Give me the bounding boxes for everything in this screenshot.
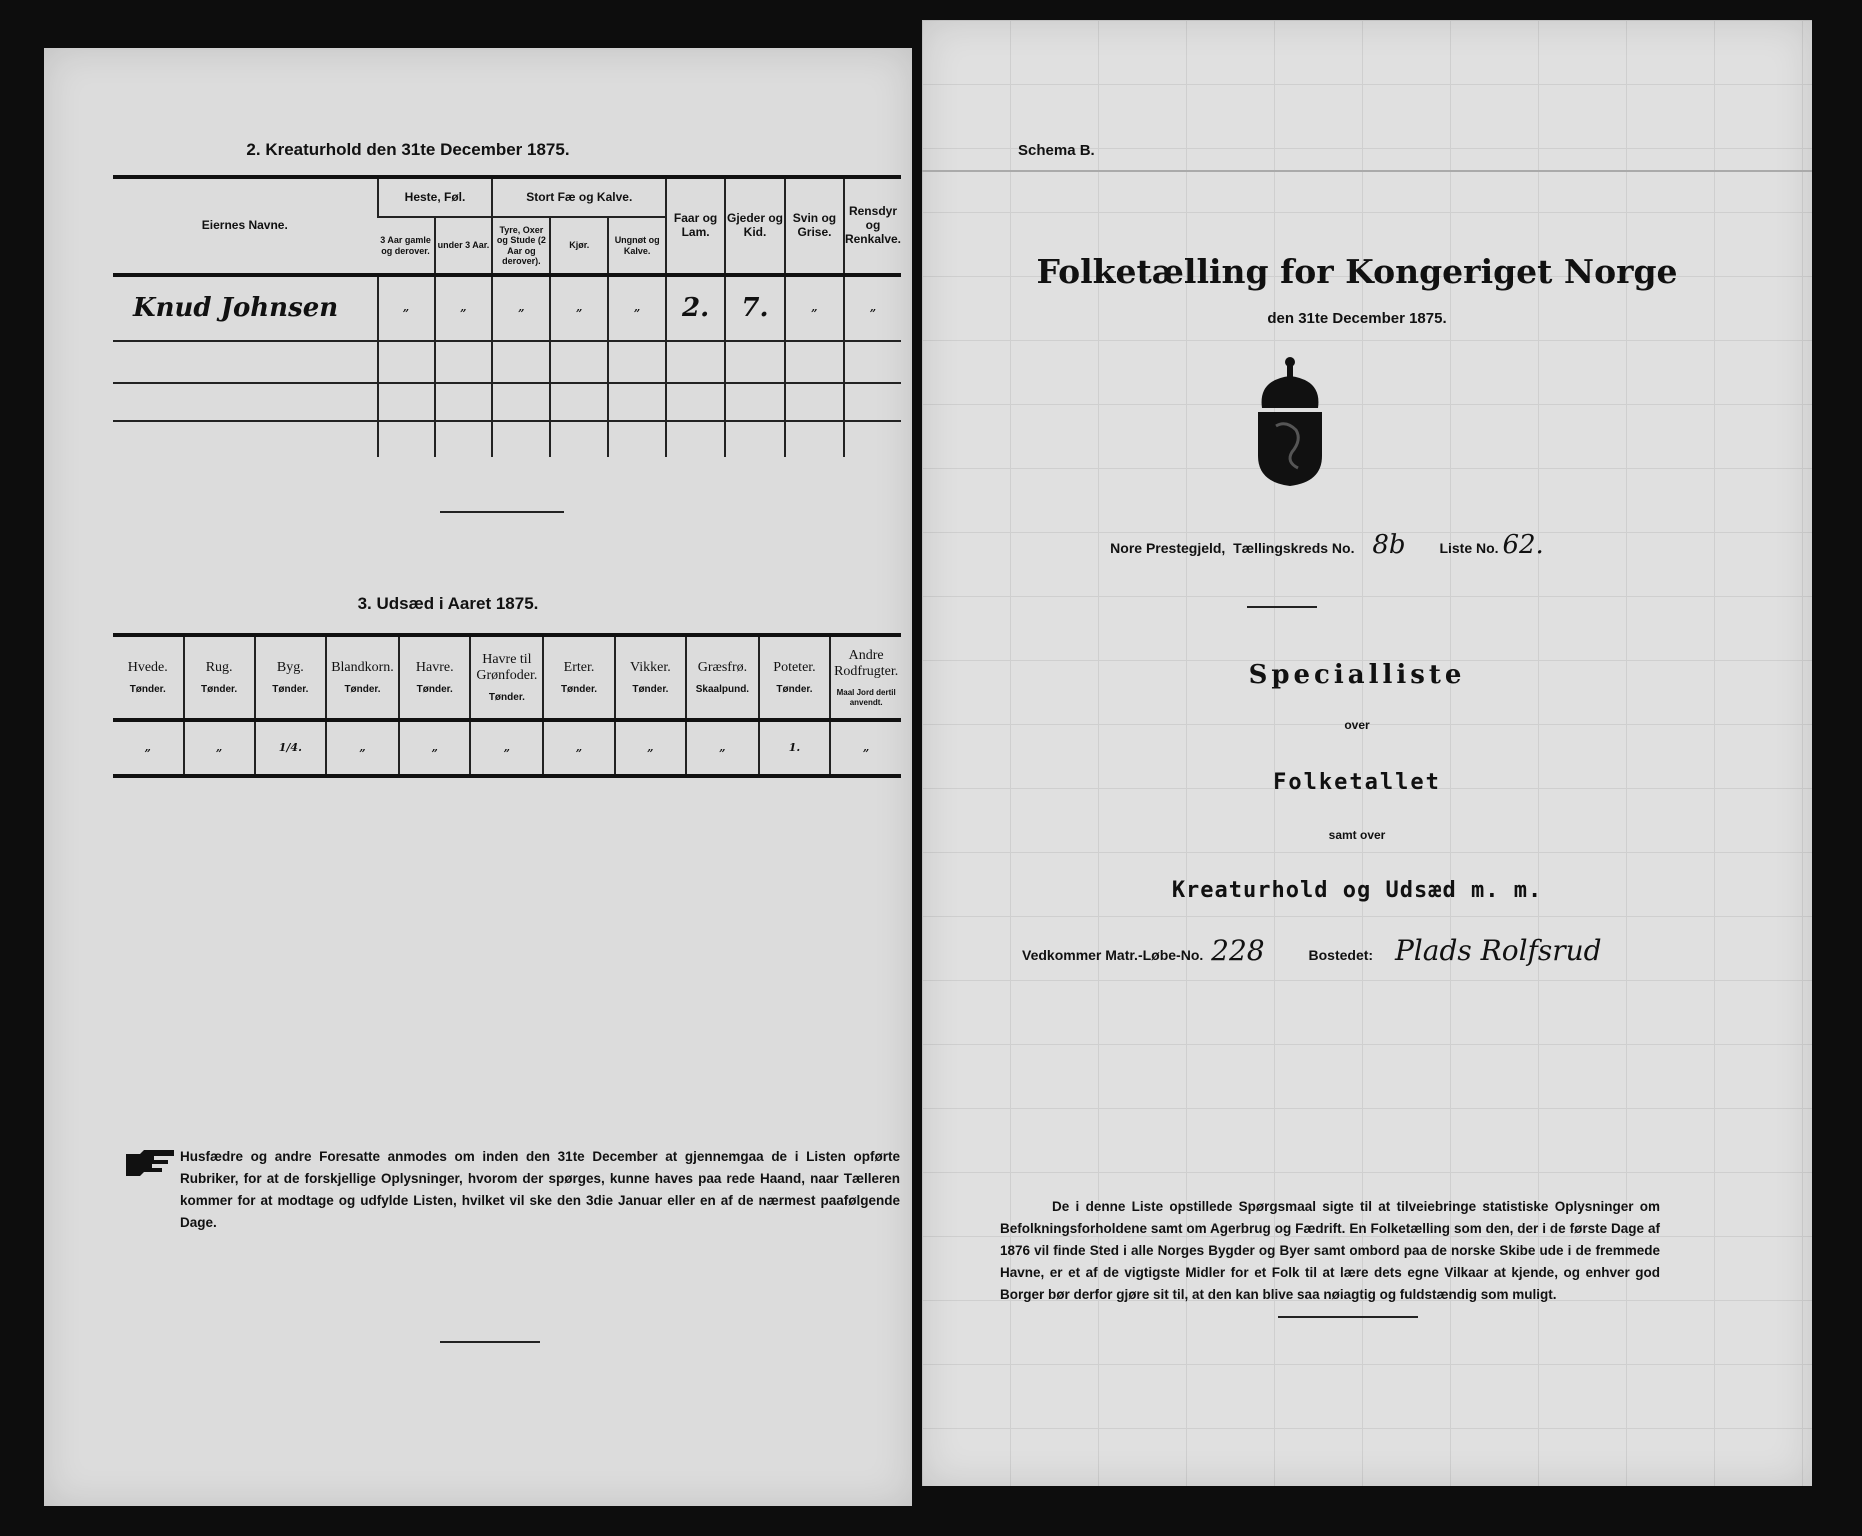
cell: „ [326, 720, 399, 776]
specialliste-heading: Specialliste [1248, 660, 1466, 690]
right-page [922, 20, 1812, 1486]
samt-over-text: samt over [1328, 828, 1386, 842]
divider [1278, 1316, 1418, 1318]
pointing-hand-icon [124, 1148, 178, 1178]
cell: 1/4. [255, 720, 326, 776]
bostedet-label: Bostedet: [1308, 947, 1374, 963]
cell: „ [543, 720, 614, 776]
folketallet-heading: Folketallet [1273, 770, 1441, 795]
owner-name: Knud Johnsen [133, 292, 339, 323]
coat-of-arms-icon [1254, 356, 1326, 488]
column-unit: Tønder. [416, 683, 453, 695]
column-name: Rug. [205, 659, 233, 675]
column-name: Havre til Grønfoder. [476, 651, 538, 683]
divider [1247, 606, 1317, 608]
header-heste-young: under 3 Aar. [435, 217, 493, 275]
tallingskreds-value: 8b [1372, 530, 1406, 560]
district-line [882, 530, 1772, 560]
empty-row [113, 341, 901, 383]
table-row [113, 275, 901, 341]
column-name: Hvede. [127, 659, 168, 675]
column-name: Andre Rodfrugter. [834, 648, 899, 680]
header-faar: Faar og Lam. [666, 177, 725, 275]
column-unit: Tønder. [560, 683, 598, 695]
matr-label: Vedkommer Matr.-Løbe-No. [1022, 947, 1204, 963]
column-name: Blandkorn. [331, 659, 394, 675]
cell: „ [435, 275, 493, 341]
header-sowing-col [326, 635, 399, 720]
column-name: Havre. [415, 659, 454, 675]
sowing-table [113, 633, 901, 778]
column-unit: Tønder. [201, 683, 238, 695]
header-heste-old: 3 Aar gamle og derover. [378, 217, 435, 275]
section3-title: 3. Udsæd i Aaret 1875. [357, 594, 539, 613]
prestegjeld-label: Nore Prestegjeld, [1110, 540, 1226, 556]
cell: „ [830, 720, 901, 776]
header-kjor: Kjør. [550, 217, 608, 275]
column-unit: Tønder. [776, 683, 813, 695]
header-tyre: Tyre, Oxer og Stude (2 Aar og derover). [492, 217, 550, 275]
header-sowing-col [184, 635, 255, 720]
main-title: Folketælling for Kongeriget Norge [1036, 252, 1678, 291]
table-row [113, 720, 901, 776]
over-text: over [1344, 718, 1370, 732]
header-sowing-col [399, 635, 470, 720]
empty-row [113, 421, 901, 457]
kreaturhold-heading: Kreaturhold og Udsæd m. m. [1171, 878, 1543, 903]
column-unit: Tønder. [344, 683, 381, 695]
matr-line [1022, 934, 1602, 967]
header-sowing-col [759, 635, 831, 720]
column-name: Græsfrø. [697, 659, 748, 675]
header-sowing-col [543, 635, 614, 720]
header-stort: Stort Fæ og Kalve. [492, 177, 666, 217]
liste-label: Liste No. [1439, 540, 1499, 556]
cell: „ [470, 720, 543, 776]
matr-value: 228 [1211, 934, 1265, 967]
bostedet-value: Plads Rolfsrud [1394, 934, 1602, 967]
header-sowing-col [615, 635, 687, 720]
cell-gjeder: 7. [725, 275, 785, 341]
column-name: Vikker. [630, 659, 671, 675]
livestock-table [113, 175, 901, 457]
column-unit: Tønder. [488, 691, 525, 703]
cell: „ [615, 720, 687, 776]
header-svin: Svin og Grise. [785, 177, 844, 275]
header-sowing-col [470, 635, 543, 720]
liste-value: 62. [1502, 530, 1544, 560]
cell: „ [184, 720, 255, 776]
header-sowing-col [113, 635, 184, 720]
header-sowing-col [686, 635, 758, 720]
cell: „ [492, 275, 550, 341]
empty-row [113, 383, 901, 421]
column-unit: Skaalpund. [695, 683, 750, 695]
header-sowing-col [830, 635, 901, 720]
section2-title: 2. Kreaturhold den 31te December 1875. [246, 140, 570, 159]
divider [922, 170, 1812, 172]
info-paragraph: De i denne Liste opstillede Spørgsmaal sigte til at tilveiebringe statistiske Oplysninger om Befolkningsforholdene samt om Agerbrug og Fædrift. En Folketælling som den, der i de første Dage af 1876 vil finde Sted i alle Norges Bygder og Byer samt ombord paa de norske Skibe ude i de fremmede Havne, er et af de vigtigste Midler for et Folk til at lære dets egne Vilkaar at kjende, og enhver god Borger bør derfor gjøre sit til, at den kan blive saa nøiagtig og fuldstændig som muligt. [1000, 1199, 1660, 1302]
left-page [44, 48, 912, 1506]
cell: „ [785, 275, 844, 341]
column-name: Erter. [563, 659, 595, 675]
column-unit: Maal Jord dertil anvendt. [836, 688, 896, 707]
header-rensdyr: Rensdyr og Renkalve. [844, 177, 901, 275]
notice-text: Husfædre og andre Foresatte anmodes om inden den 31te December at gjennemgaa de i Listen opførte Rubriker, for at de forskjellige Oplysninger, hvorom der spørges, kunne haves paa rede Haand, naar Tælleren kommer for at modtage og udfylde Listen, hvilket vil ske den 3die Januar eller en af de nærmest paafølgende Dage. [180, 1149, 900, 1230]
header-ungnot: Ungnøt og Kalve. [608, 217, 666, 275]
header-owner: Eiernes Navne. [201, 218, 288, 233]
column-unit: Tønder. [129, 683, 166, 695]
cell: „ [844, 275, 901, 341]
cell: „ [550, 275, 608, 341]
schema-label: Schema B. [1018, 142, 1095, 159]
header-heste: Heste, Føl. [378, 177, 493, 217]
header-gjeder: Gjeder og Kid. [725, 177, 785, 275]
cell: „ [378, 275, 435, 341]
column-unit: Tønder. [272, 683, 309, 695]
subtitle: den 31te December 1875. [1267, 310, 1447, 327]
cell: 1. [759, 720, 831, 776]
divider [440, 1341, 540, 1343]
cell: „ [399, 720, 470, 776]
column-unit: Tønder. [632, 683, 669, 695]
cell: „ [686, 720, 758, 776]
header-sowing-col [255, 635, 326, 720]
column-name: Byg. [276, 659, 304, 675]
cell-faar: 2. [666, 275, 725, 341]
divider [440, 511, 564, 513]
cell: „ [144, 740, 151, 754]
tallingskreds-label: Tællingskreds No. [1233, 540, 1355, 556]
column-name: Poteter. [773, 659, 816, 675]
cell: „ [608, 275, 666, 341]
